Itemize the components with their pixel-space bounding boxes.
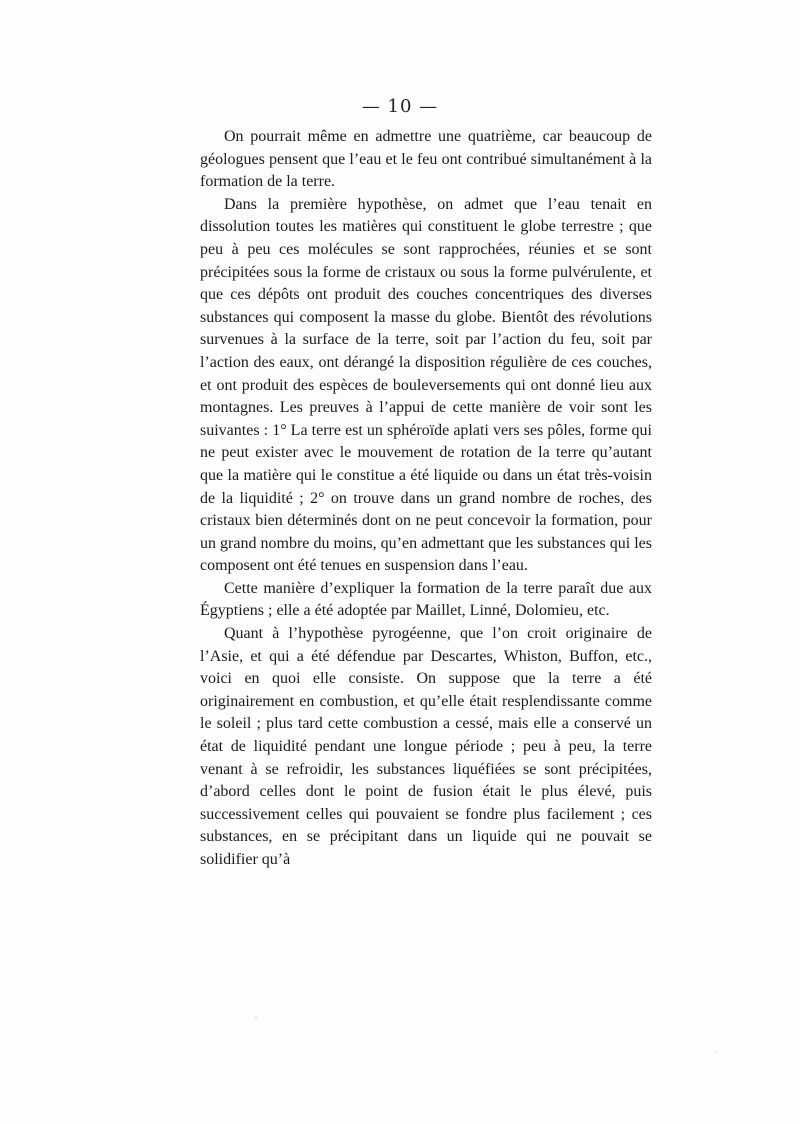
page-number: — 10 — <box>361 96 439 117</box>
paragraph-1: On pourrait même en admettre une quatrième, car beaucoup de géologues pensent que l’eau et le feu ont contribué simultanément à la formation de la terre. <box>200 128 652 191</box>
paragraph-4: Quant à l’hypothèse pyrogéenne, que l’on croit originaire de l’Asie, et qui a été défendue par Descartes, Whiston, Buffon, etc., voici en quoi elle consiste. On suppose que la terre a été originairement en combustion, et qu’elle était resplendissante comme le soleil ; plus tard cette combustion a cessé, mais elle a conservé un état de liquidité pendant une longue période ; peu à peu, la terre venant à se refroidir, les substances liquéfiées se sont précipitées, d’abord celles dont le point de fusion était le plus élevé, puis successivement celles qui pouvaient se fondre plus facilement ; ces substances, en se précipitant dans un liquide qui ne pouvait se solidifier qu’à <box>200 625 652 868</box>
paragraph-3: Cette manière d’expliquer la formation de la terre paraît due aux Égyptiens ; elle a été adoptée par Maillet, Linné, Dolomieu, etc. <box>200 579 652 620</box>
paragraph-2: Dans la première hypothèse, on admet que l’eau tenait en dissolution toutes les matières qui constituent le globe terrestre ; que peu à peu ces molécules se sont rapprochées, réunies et se sont précipitées sous la forme de cristaux ou sous la forme pulvérulente, et que ces dépôts ont produit des couches concentriques des diverses substances qui composent la masse du globe. Bientôt des révolutions survenues à la surface de la terre, soit par l’action du feu, soit par l’action des eaux, ont dérangé la disposition régulière de ces couches, et ont produit des espèces de bouleversements qui ont donné lieu aux montagnes. Les preuves à l’appui de cette manière de voir sont les suivantes : 1° La terre est un sphéroïde aplati vers ses pôles, forme qui ne peut exister avec le mouvement de rotation de la terre qu’autant que la matière qui le constitue a été liquide ou dans un état très-voisin de la liquidité ; 2° on trouve dans un grand nombre de roches, des cristaux bien déterminés dont on ne peut concevoir la formation, pour un grand nombre du moins, qu’en admettant que les substances qui les composent ont été tenues en suspension dans l’eau. <box>200 195 652 575</box>
paper-speck: ˌ <box>714 1040 718 1054</box>
main-text <box>200 126 652 872</box>
bleed-through-mark: · <box>254 1010 258 1024</box>
